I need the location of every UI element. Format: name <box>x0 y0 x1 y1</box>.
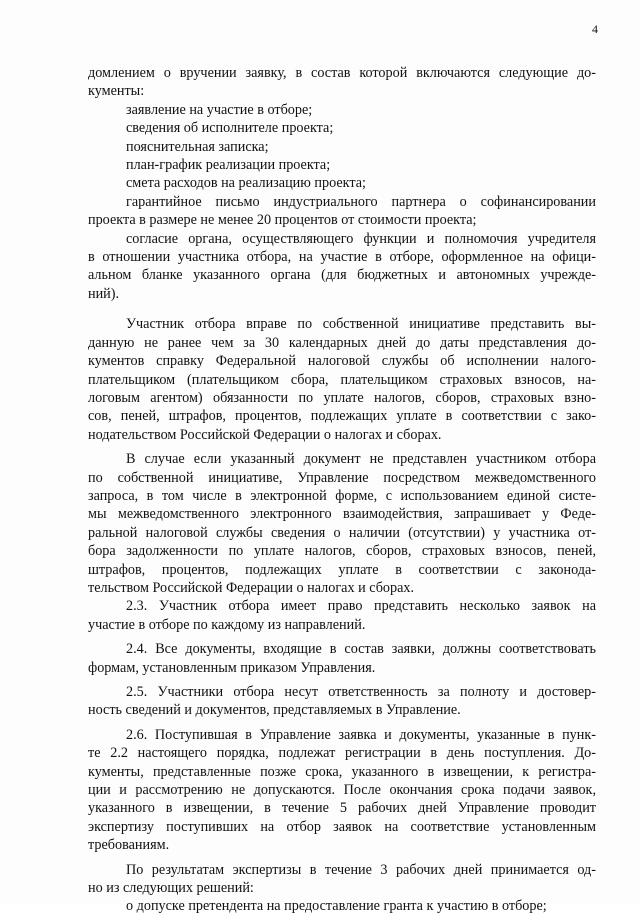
paragraph-line: участие в отборе по каждому из направлений. <box>88 616 366 633</box>
paragraph-line: ний). <box>88 285 120 302</box>
paragraph-line: но из следующих решений: <box>88 880 254 897</box>
paragraph-line: домлением о вручении заявку, в состав которой включаются следующие до- <box>88 65 596 81</box>
paragraph-line: экспертизу поступивших на отбор заявок на соответствие установленным <box>88 818 596 835</box>
paragraph-line: указанного в извещении, в течение 5 рабочих дней Управление проводит <box>88 800 596 817</box>
paragraph-line: тельством Российской Федерации о налогах и сборах. <box>88 579 415 596</box>
list-item-schedule: план-график реализации проекта; <box>126 157 331 174</box>
list-item-cost-estimate: смета расходов на реализацию проекта; <box>126 175 366 192</box>
paragraph-line: ность сведений и документов, представляемых в Управление. <box>88 702 461 719</box>
paragraph-line: штрафов, процентов, подлежащих уплате в соответствии с законода- <box>88 561 596 578</box>
list-item-application: заявление на участие в отборе; <box>126 101 313 118</box>
page-number: 4 <box>592 22 598 36</box>
paragraph-line: о допуске претендента на предоставление гранта к участию в отборе; <box>126 898 547 915</box>
paragraph-line: 2.6. Поступившая в Управление заявка и документы, указанные в пунк- <box>126 726 596 743</box>
paragraph-line: бора задолженности по уплате налогов, сборов, страховых взносов, пеней, <box>88 543 596 560</box>
paragraph-line: ральной налоговой службы сведения о наличии (отсутствии) у участника от- <box>88 524 596 541</box>
paragraph-line: ции и рассмотрению не допускаются. После окончания срока подачи заявок, <box>88 782 596 799</box>
paragraph-line: в отношении участника отбора, на участие в отборе, оформленное на офици- <box>88 249 596 266</box>
paragraph-line: альном бланке указанного органа (для бюджетных и автономных учрежде- <box>88 267 596 284</box>
paragraph-line: по собственной инициативе, Управление посредством межведомственного <box>88 469 596 486</box>
paragraph-line: По результатам экспертизы в течение 3 рабочих дней принимается од- <box>126 861 596 878</box>
paragraph-line: 2.4. Все документы, входящие в состав заявки, должны соответствовать <box>126 641 596 658</box>
paragraph-line: нодательством Российской Федерации о налогах и сборах. <box>88 426 442 443</box>
paragraph-line: В случае если указанный документ не представлен участником отбора <box>126 451 596 468</box>
paragraph-line: плательщиком (плательщиком сбора, плательщиком страховых взносов, на- <box>88 371 596 388</box>
paragraph-line: согласие органа, осуществляющего функции и полномочия учредителя <box>126 230 596 247</box>
paragraph-line: сов, пеней, штрафов, процентов, подлежащих уплате в соответствии с зако- <box>88 408 596 425</box>
paragraph-line: проекта в размере не менее 20 процентов от стоимости проекта; <box>88 212 477 229</box>
paragraph-line: кументы, представленные позже срока, указанного в извещении, к регистра- <box>88 763 596 780</box>
paragraph-line: кументы: <box>88 83 145 100</box>
paragraph-line: требованиям. <box>88 837 170 854</box>
list-item-explanatory-note: пояснительная записка; <box>126 138 269 155</box>
paragraph-line: данную не ранее чем за 30 календарных дней до даты представления до- <box>88 334 596 351</box>
paragraph-line: запроса, в том числе в электронной форме, с использованием единой систе- <box>88 487 596 504</box>
list-item-performer-info: сведения об исполнителе проекта; <box>126 120 334 137</box>
paragraph-line: формам, установленным приказом Управления. <box>88 659 376 676</box>
document-body <box>88 64 596 916</box>
paragraph-line: мы межведомственного электронного взаимодействия, запрашивает у Феде- <box>88 506 596 523</box>
paragraph-line: Участник отбора вправе по собственной инициативе представить вы- <box>126 316 596 333</box>
paragraph-line: 2.5. Участники отбора несут ответственность за полноту и достовер- <box>126 684 596 700</box>
paragraph-line: гарантийное письмо индустриального партнера о софинансировании <box>126 193 596 210</box>
paragraph-line: те 2.2 настоящего порядка, подлежат регистрации в день поступления. До- <box>88 745 596 762</box>
paragraph-line: логовым агентом) обязанности по уплате налогов, сборов, страховых взно- <box>88 389 596 406</box>
paragraph-line: кументов справку Федеральной налоговой службы об исполнении налого- <box>88 353 596 370</box>
paragraph-line: 2.3. Участник отбора имеет право представить несколько заявок на <box>126 598 596 615</box>
